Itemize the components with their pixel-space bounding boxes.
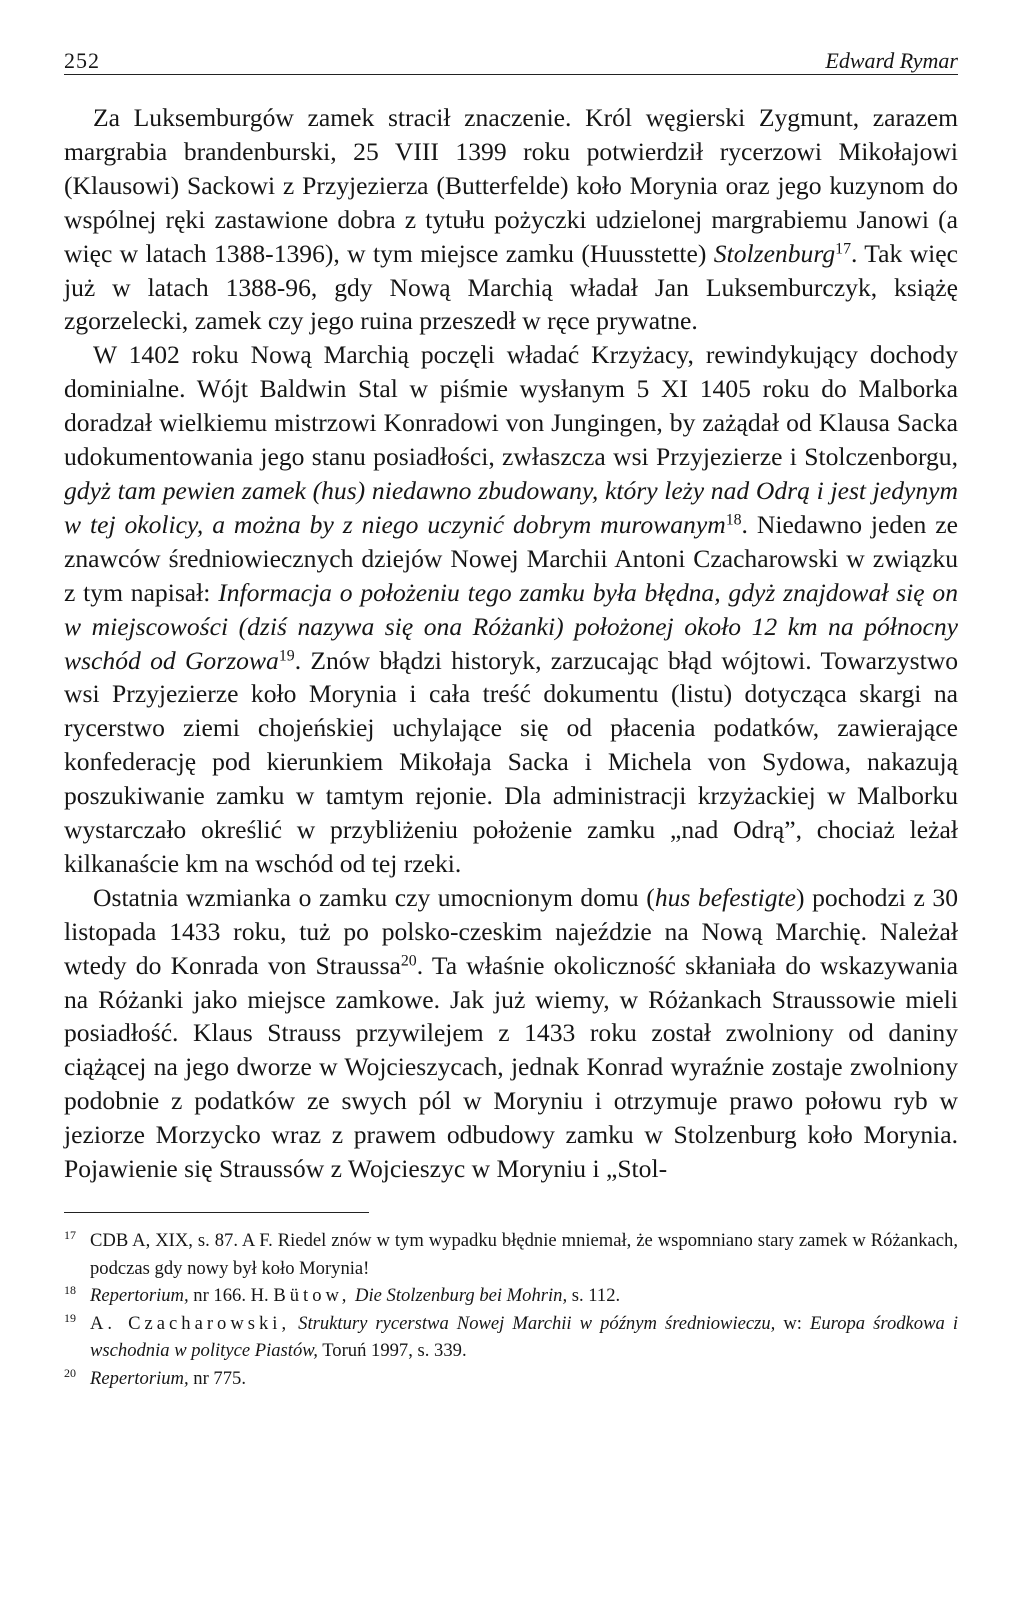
footnote-18: 18 Repertorium, nr 166. H. Bütow, Die Stolzenburg bei Mohrin, s. 112. [64, 1283, 621, 1306]
footnote-spaced-name: A. Czacharowski, [90, 1312, 291, 1334]
footnote-ref-19: 19 [278, 646, 295, 664]
p2-text-2: . Niedawno jeden ze znawców średniowiecznych dziejów Nowej Marchii Antoni Czacharowski w związku z tym napisał: [64, 509, 958, 607]
footnote-text: CDB A, XIX, s. 87. A F. Riedel znów w tym wypadku błędnie mniemał, że wspomniano stary zamek w Różankach, podczas gdy nowy był koło Morynia! [90, 1230, 958, 1279]
footnote-text: Toruń 1997, s. 339. [317, 1340, 467, 1361]
p2-italic-quote-1: gdyż tam pewien zamek (hus) niedawno zbudowany, który leży nad Odrą i jest jedynym w tej okolicy, a można by z niego uczynić dobrym murowanym [64, 475, 958, 539]
footnote-italic: Europa środkowa i wschodnia w polityce Piastów, [90, 1312, 959, 1361]
footnote-19: 19 A. Czacharowski, Struktury rycerstwa Nowej Marchii w późnym średniowieczu, w: Europa środkowa i wschodnia w polityce Piastów, Toruń 1997, s. 339. [64, 1310, 959, 1361]
footnotes [64, 1227, 958, 1392]
footnote-text: w: [775, 1312, 811, 1334]
footnote-spaced-name: Bütow, [273, 1285, 351, 1306]
footnote-text: nr 775. [188, 1367, 246, 1389]
p3-text-3: . Ta właśnie okoliczność skłaniała do wskazywania na Różanki jako miejsce zamkowe. Jak już wiemy, w Różankach Straussowie mieli posiadłość. Klaus Strauss przywilejem z 1433 roku został zwolniony od daniny ciążącej na jego dworze w Wojcieszycach, jednak Konrad wyraźnie zostaje zwolniony podobnie z podatków ze swych pól w Moryniu i otrzymuje prawo połowu ryb w jeziorze Morzycko wraz z prawem odbudowy zamku w Stolzenburg koło Morynia. Pojawienie się Straussów z Wojcieszyc w Moryniu i „Stol- [64, 950, 958, 1184]
footnote-italic: Struktury rycerstwa Nowej Marchii w późnym średniowieczu, [298, 1312, 776, 1334]
footnote-ref-18: 18 [725, 511, 742, 529]
paragraph-2 [64, 338, 958, 881]
p2-text-1: W 1402 roku Nową Marchią poczęli władać Krzyżacy, rewindykujący dochody dominialne. Wójt Baldwin Stal w piśmie wysłanym 5 XI 1405 roku do Malborka doradzał wielkiemu mistrzowi Konradowi von Jungingen, by zażądał od Klausa Sacka udokumentowania jego stanu posiadłości, zwłaszcza wsi Przyjezierze i Stolczenborgu, [64, 340, 958, 472]
p1-text-2: . Tak więc już w latach 1388-96, gdy Nową Marchią władał Jan Luksemburczyk, książę zgorzelecki, zamek czy jego ruina przeszedł w ręce prywatne. [64, 238, 958, 336]
footnote-italic: Repertorium, [90, 1367, 189, 1389]
footnote-17: 17 CDB A, XIX, s. 87. A F. Riedel znów w tym wypadku błędnie mniemał, że wspomniano stary zamek w Różankach, podczas gdy nowy był koło Morynia! [64, 1228, 958, 1279]
page-number: 252 [64, 48, 100, 73]
footnote-20: 20 Repertorium, nr 775. [64, 1365, 246, 1389]
footnote-ref-20: 20 [400, 951, 417, 969]
p3-text-2: ) pochodzi z 30 listopada 1433 roku, tuż po polsko-czeskim najeździe na Nową Marchię. Należał wtedy do Konrada von Straussa [64, 882, 958, 980]
running-header [64, 40, 958, 75]
p1-italic-1: Stolzenburg [713, 238, 836, 268]
paragraph-3 [64, 881, 958, 1186]
p2-text-3: . Znów błądzi historyk, zarzucając błąd wójtowi. Towarzystwo wsi Przyjezierze koło Morynia i cała treść dokumentu (listu) dotycząca skargi na rycerstwo ziemi chojeńskiej uchylające się od płacenia podatków, zawierające konfederację pod kierunkiem Mikołaja Sacka i Michela von Sydowa, nakazują poszukiwanie zamku w tamtym rejonie. Dla administracji krzyżackiej w Malborku wystarczało określić w przybliżeniu położenie zamku „nad Odrą”, chociaż leżał kilkanaście km na wschód od tej rzeki. [64, 645, 958, 878]
p2-italic-quote-2: Informacja o położeniu tego zamku była błędna, gdyż znajdował się on w miejscowości (dziś nazywa się ona Różanki) położonej około 12 km na północny wschód od Gorzowa [64, 577, 958, 675]
paragraph-1 [64, 101, 958, 338]
footnote-ref-17: 17 [835, 239, 851, 257]
footnote-text: nr 166. H. [188, 1285, 274, 1306]
p3-text-1: Ostatnia wzmianka o zamku czy umocnionym domu ( [93, 882, 655, 912]
footnote-text: s. 112. [567, 1285, 621, 1306]
p3-italic-1: hus befestigte [654, 882, 797, 912]
body-text [64, 101, 958, 1186]
running-author: Edward Rymar [825, 48, 958, 73]
footnote-italic: Die Stolzenburg bei Mohrin, [355, 1285, 568, 1306]
footnote-divider [64, 1212, 369, 1213]
p1-text-1: Za Luksemburgów zamek stracił znaczenie. Król węgierski Zygmunt, zarazem margrabia brandenburski, 25 VIII 1399 roku potwierdził rycerzowi Mikołajowi (Klausowi) Sackowi z Przyjezierza (Butterfelde) koło Morynia oraz jego kuzynom do wspólnej ręki zastawione dobra z tytułu pożyczki udzielonej margrabiemu Janowi (a więc w latach 1388-1396), w tym miejsce zamku (Huusstette) [64, 103, 958, 268]
footnote-text [290, 1313, 298, 1334]
footnote-italic: Repertorium, [90, 1285, 189, 1306]
